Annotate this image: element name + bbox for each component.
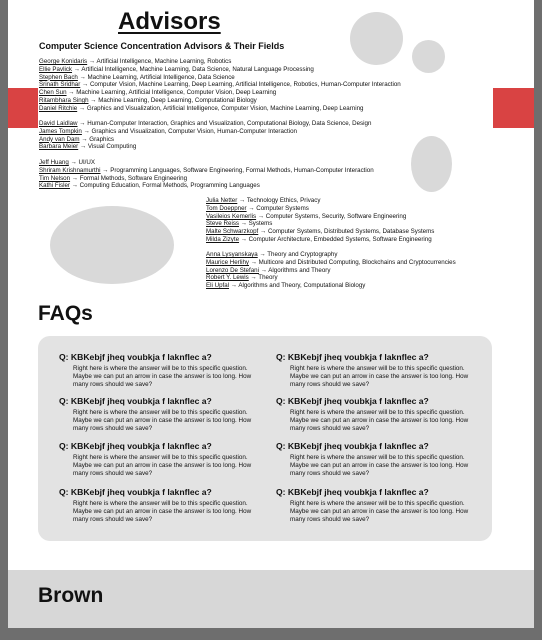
red-accent-bar-left xyxy=(8,88,38,128)
advisor-name-link[interactable]: Ritambhara Singh xyxy=(39,96,89,104)
advisor-name-link[interactable]: Maurice Herlihy xyxy=(206,258,249,266)
advisor-name-link[interactable]: Steve Reiss xyxy=(206,220,240,228)
advisor-row xyxy=(39,128,371,136)
advisor-fields: Artificial Intelligence, Machine Learning, Data Science, Natural Language Processing xyxy=(81,65,314,73)
advisor-name-link[interactable]: George Konidaris xyxy=(39,58,88,65)
arrow-right-icon: → xyxy=(239,197,246,204)
advisor-fields: Theory and Cryptography xyxy=(267,251,338,258)
advisor-row xyxy=(206,251,456,259)
faq-item[interactable] xyxy=(276,396,476,433)
advisor-row xyxy=(206,197,434,205)
faq-item[interactable] xyxy=(276,441,476,478)
advisor-fields: Algorithms and Theory, Computational Biology xyxy=(238,282,366,290)
arrow-right-icon: → xyxy=(82,81,89,89)
advisor-fields: Systems xyxy=(248,220,273,228)
faq-answer: Right here is where the answer will be to this specific question. Maybe we can put an arrow in case the answer is too long. How many rows should we save? xyxy=(73,454,252,477)
advisor-name-link[interactable]: Eli Upfal xyxy=(206,282,230,290)
faq-answer: Right here is where the answer will be to this specific question. Maybe we can put an arrow in case the answer is too long. How many rows should we save? xyxy=(290,409,469,432)
advisor-name-link[interactable]: Tom Doeppner xyxy=(206,204,247,212)
footer xyxy=(8,570,534,628)
page-subtitle: Computer Science Concentration Advisors & Their Fields xyxy=(39,41,285,51)
arrow-right-icon: → xyxy=(68,89,75,97)
advisor-row xyxy=(39,89,401,97)
advisor-row xyxy=(206,213,434,221)
advisor-row xyxy=(39,182,374,190)
decorative-circle-small xyxy=(412,40,445,73)
advisor-row xyxy=(39,97,401,105)
decorative-oval-right xyxy=(411,136,452,192)
advisor-name-link[interactable]: Vasileios Kemerlis xyxy=(206,212,257,220)
advisor-fields: Theory xyxy=(258,274,278,282)
arrow-right-icon: → xyxy=(90,96,97,104)
footer-title: Brown xyxy=(38,584,104,607)
arrow-right-icon: → xyxy=(230,282,237,290)
arrow-right-icon: → xyxy=(79,73,86,81)
advisor-row xyxy=(39,167,374,175)
advisor-row xyxy=(39,159,374,167)
advisor-group-ai xyxy=(39,58,401,113)
advisor-name-link[interactable]: Anna Lysyanskaya xyxy=(206,251,258,258)
faq-item[interactable] xyxy=(276,352,476,389)
advisor-name-link[interactable]: Daniel Ritchie xyxy=(39,104,78,112)
advisor-fields: Technology Ethics, Privacy xyxy=(246,197,321,204)
advisor-name-link[interactable]: Chen Sun xyxy=(39,89,67,97)
advisor-row xyxy=(39,81,401,89)
arrow-right-icon: → xyxy=(70,159,77,166)
advisor-fields: Machine Learning, Artificial Intelligence, Data Science xyxy=(87,73,235,81)
advisor-row xyxy=(39,143,371,151)
advisor-name-link[interactable]: Milda Zizyte xyxy=(206,235,240,243)
faq-item[interactable] xyxy=(59,441,259,478)
faq-question[interactable]: Q: KBKebjf jheq voubkja f laknflec a? xyxy=(276,396,429,406)
faq-question[interactable]: Q: KBKebjf jheq voubkja f laknflec a? xyxy=(59,396,212,406)
advisors-page xyxy=(8,0,534,570)
advisor-name-link[interactable]: Robert Y. Lewis xyxy=(206,274,249,282)
advisor-row xyxy=(39,120,371,128)
advisor-row xyxy=(206,228,434,236)
page-title: Advisors xyxy=(118,8,221,35)
arrow-right-icon: → xyxy=(259,251,266,258)
arrow-right-icon: → xyxy=(250,258,257,266)
arrow-right-icon: → xyxy=(79,143,87,151)
advisor-row xyxy=(39,136,371,144)
advisor-name-link[interactable]: Kathi Fisler xyxy=(39,182,70,190)
advisor-fields: Algorithms and Theory xyxy=(268,266,331,274)
arrow-right-icon: → xyxy=(260,228,267,236)
advisor-name-link[interactable]: James Tompkin xyxy=(39,127,82,135)
advisor-fields: Machine Learning, Artificial Intelligence, Computer Vision, Deep Learning xyxy=(76,89,277,97)
arrow-right-icon: → xyxy=(250,274,257,282)
faq-question[interactable]: Q: KBKebjf jheq voubkja f laknflec a? xyxy=(59,487,212,497)
faq-item[interactable] xyxy=(59,396,259,433)
arrow-right-icon: → xyxy=(78,104,86,112)
advisor-row xyxy=(39,105,401,113)
advisor-row xyxy=(206,282,456,290)
advisor-fields: Machine Learning, Deep Learning, Computational Biology xyxy=(98,96,257,104)
advisor-row xyxy=(39,58,401,66)
advisor-group-graphics xyxy=(39,120,371,151)
advisor-row xyxy=(39,175,374,183)
faq-item[interactable] xyxy=(59,352,259,389)
faq-panel xyxy=(38,336,492,541)
arrow-right-icon: → xyxy=(260,266,267,274)
faq-answer: Right here is where the answer will be to this specific question. Maybe we can put an arrow in case the answer is too long. How many rows should we save? xyxy=(73,365,252,388)
faq-question[interactable]: Q: KBKebjf jheq voubkja f laknflec a? xyxy=(59,441,212,451)
advisor-name-link[interactable]: Julia Netter xyxy=(206,197,238,204)
advisor-fields: Formal Methods, Software Engineering xyxy=(79,174,188,182)
advisor-group-pl xyxy=(39,159,374,190)
faq-question[interactable]: Q: KBKebjf jheq voubkja f laknflec a? xyxy=(59,352,212,362)
advisor-fields: UI/UX xyxy=(78,159,95,166)
faq-question[interactable]: Q: KBKebjf jheq voubkja f laknflec a? xyxy=(276,441,429,451)
advisor-name-link[interactable]: Srinath Sridhar xyxy=(39,81,81,89)
advisor-row xyxy=(206,220,434,228)
faq-answer: Right here is where the answer will be to this specific question. Maybe we can put an arrow in case the answer is too long. How many rows should we save? xyxy=(290,365,469,388)
faq-item[interactable] xyxy=(276,487,476,524)
decorative-oval-left xyxy=(50,206,174,284)
arrow-right-icon: → xyxy=(79,120,86,127)
arrow-right-icon: → xyxy=(73,65,80,73)
advisor-fields: Human-Computer Interaction, Graphics and Visualization, Computational Biology, Data Science, Design xyxy=(87,120,372,127)
arrow-right-icon: → xyxy=(240,220,247,228)
advisor-fields: Computer Systems xyxy=(256,204,309,212)
arrow-right-icon: → xyxy=(102,166,109,174)
arrow-right-icon: → xyxy=(83,127,90,135)
faq-answer: Right here is where the answer will be to this specific question. Maybe we can put an arrow in case the answer is too long. How many rows should we save? xyxy=(290,454,469,477)
advisor-fields: Graphics and Visualization, Computer Vision, Human-Computer Interaction xyxy=(91,127,297,135)
advisor-fields: Computer Systems, Distributed Systems, Database Systems xyxy=(267,228,435,236)
advisor-group-theory xyxy=(206,251,456,290)
advisor-row xyxy=(206,267,456,275)
bottom-frame-strip xyxy=(0,628,542,640)
red-accent-bar-right xyxy=(493,88,534,128)
arrow-right-icon: → xyxy=(81,135,88,143)
faq-title: FAQs xyxy=(38,302,93,325)
arrow-right-icon: → xyxy=(71,182,78,190)
arrow-right-icon: → xyxy=(248,204,255,212)
advisor-name-link[interactable]: Barbara Meier xyxy=(39,143,79,151)
advisor-fields: Graphics xyxy=(89,135,115,143)
arrow-right-icon: → xyxy=(88,58,96,65)
faq-item[interactable] xyxy=(59,487,259,524)
advisor-row xyxy=(206,274,456,282)
advisor-fields: Computer Vision, Machine Learning, Deep Learning, Artificial Intelligence, Robotics, Human-Computer Interaction xyxy=(89,81,401,89)
arrow-right-icon: → xyxy=(71,174,78,182)
advisor-fields: Multicore and Distributed Computing, Blockchains and Cryptocurrencies xyxy=(258,258,456,266)
faq-answer: Right here is where the answer will be to this specific question. Maybe we can put an arrow in case the answer is too long. How many rows should we save? xyxy=(73,409,252,432)
faq-question[interactable]: Q: KBKebjf jheq voubkja f laknflec a? xyxy=(276,352,429,362)
faq-question[interactable]: Q: KBKebjf jheq voubkja f laknflec a? xyxy=(276,487,429,497)
faq-answer: Right here is where the answer will be to this specific question. Maybe we can put an arrow in case the answer is too long. How many rows should we save? xyxy=(73,500,252,523)
advisor-name-link[interactable]: David Laidlaw xyxy=(39,120,78,127)
advisor-fields: Computer Systems, Security, Software Engineering xyxy=(265,212,407,220)
advisor-name-link[interactable]: Ellie Pavlick xyxy=(39,65,73,73)
advisor-fields: Programming Languages, Software Engineering, Formal Methods, Human-Computer Interaction xyxy=(110,166,374,174)
advisor-group-systems xyxy=(206,197,434,244)
advisor-name-link[interactable]: Shriram Krishnamurthi xyxy=(39,166,101,174)
advisor-row xyxy=(39,66,401,74)
advisor-fields: Graphics and Visualization, Artificial Intelligence, Computer Vision, Machine Learning, Deep Learning xyxy=(86,104,364,112)
advisor-row xyxy=(206,236,434,244)
advisor-name-link[interactable]: Tim Nelson xyxy=(39,174,71,182)
advisor-row xyxy=(206,259,456,267)
advisor-name-link[interactable]: Lorenzo De Stefani xyxy=(206,266,259,274)
advisor-fields: Visual Computing xyxy=(87,143,137,151)
arrow-right-icon: → xyxy=(257,212,265,220)
advisor-fields: Computer Architecture, Embedded Systems, Software Engineering xyxy=(248,235,432,243)
advisor-name-link[interactable]: Malte Schwarzkopf xyxy=(206,228,259,236)
advisor-name-link[interactable]: Stephen Bach xyxy=(39,73,78,81)
advisor-name-link[interactable]: Andy van Dam xyxy=(39,135,80,143)
advisor-fields: Computing Education, Formal Methods, Programming Languages xyxy=(79,182,260,190)
advisor-name-link[interactable]: Jeff Huang xyxy=(39,159,69,166)
advisor-fields: Artificial Intelligence, Machine Learning, Robotics xyxy=(96,58,232,65)
faq-answer: Right here is where the answer will be to this specific question. Maybe we can put an arrow in case the answer is too long. How many rows should we save? xyxy=(290,500,469,523)
advisor-row xyxy=(39,74,401,82)
arrow-right-icon: → xyxy=(240,235,247,243)
advisor-row xyxy=(206,205,434,213)
